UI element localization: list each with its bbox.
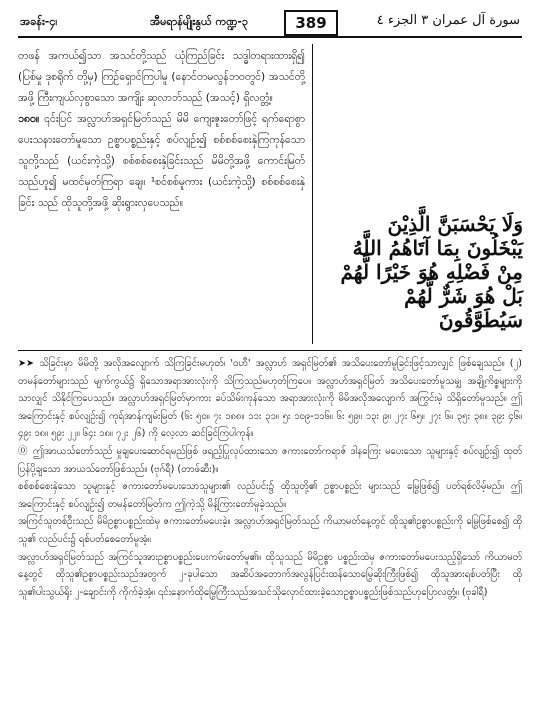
translation-paragraph-2 — [18, 109, 305, 214]
arabic-line-3: مِنْ فَضْلِهِ هُوَ خَيْرًا لَّهُمْ — [340, 260, 523, 284]
translation-paragraph-2-text: ၎င်းပြင် အလ္လာဟ်အရှင်မြတ်သည် မိမိ ကျေးဇူးတော်ဖြင့် ရက်ရောစွာ ပေးသနားတော်မူသော ဥစ္စာပစ္စည်းနှင့် စပ်လျဉ်း၍ စစ်စစ်စေးနှဲကြကုန်သော သူတို့သည် (ယင်းကဲ့သို့) စစ်စစ်စေးနှဲခြင်းသည် မိမိတို့အဖို့ ကောင်းမြတ်သည်ဟူ၍ မထင်မှတ်ကြရာ ချေ။ ¹စင်စစ်မူကား (ယင်းကဲ့သို့) စစ်စစ်စေးနှဲခြင်း သည် ထိုသူတို့အဖို့ ဆိုးရွားလှပေသည်။ — [18, 113, 306, 209]
arabic-line-4: بَلْ هُوَ شَرٌّ لَّهُمْ سَيُطَوَّقُونَ — [404, 284, 523, 332]
surah-label: سورة آل عمران ٣ الجزء ٤ — [376, 13, 520, 28]
arabic-line-1: وَلَا يَحْسَبَنَّ الَّذِيْنَ — [387, 212, 523, 236]
arabic-line-2: يَبْخَلُونَ بِمَا آتَاهُمُ اللَّهُ — [352, 236, 523, 260]
footnote-1-text: သိခြင်းမှာ မိမိတို့ အလိုအလျောက် သိကြခြင်းမဟုတ်၊ 'ဝဟီ' အလ္လာဟ် အရှင်မြတ်၏ အသိပေးတော်မူခြင်းဖြင့်သာလျှင် ဖြစ်ချေသည်။ (၂) တမန်တော်များသည် မျက်ကွယ်၌ ရှိသောအရာအားလုံးကို သိကြသည်မဟုတ်ကြပေ။ အလ္လာဟ်အရှင်မြတ် အသိပေးတော်မူသမျှ အချို့ကိစ္စများကိုသာလျှင် သိနိုင်ကြပေသည်။ အလ္လာဟ်အရှင်မြတ်မှာကား ခပ်သိမ်းကုန်သော အရာအားလုံးကို မိမိအလိုအလျောက် အကြွင်းမဲ့ သိရှိတော်မူသည်။ ဤအကြောင်းနှင့် စပ်လျဉ်း၍ ကုရ်အာန်ကျမ်းမြတ် (၆း ၅၀။ ၇း ၁၈၈။ ၁၁း ၃၁။ ၅း ၁၀၉-၁၁၆။ ၆း ၅၉။ ၁၃း ၉။ ၂၇း ၆၅။ ၂၇း ၆။ ၃၅း ၃၈။ ၃၉း ၄၆။ ၄၉း ၁၈။ ၅၉း ၂၂။ ၆၄း ၁၈။ ၇၂း ၂၆) ကို လေ့လာ ဆင်ခြင်ကြပါကုန်။ — [18, 358, 522, 440]
footnote-1 — [18, 355, 522, 443]
arabic-verse — [318, 212, 523, 332]
footnote-4: အကြင်သူတစ်ဦးသည် မိမိဥစ္စာပစ္စည်းထဲမှ ဇကားတော်မပေးခဲ့။ အလ္လာဟ်အရှင်မြတ်သည် ကိယာမတ်နေ့တွင် ထိုသူ၏ဥစ္စာပစ္စည်းကို မြွေဖြစ်စေ၍ ထိုသူ၏ လည်ပင်း၌ ရစ်ပတ်စေတော်မူအံ့။ — [18, 516, 522, 545]
chapter-label: အခန်း-၄၊ — [20, 15, 58, 28]
section-title: အီမရာန်မျိုးနွယ် ကဏ္ဍ-၃ — [150, 15, 249, 28]
footnote-3: စစ်စစ်စေးနှဲသော သူများနှင့် ဇကားတော်မပေးသောသူများ၏ လည်ပင်း၌ ထိုသူတို့၏ ဥစ္စာပစ္စည်း များသည် မြွေဖြစ်၍ ပတ်ရစ်လိမ့်မည်။ ဤအကြောင်းနှင့် စပ်လျဉ်း၍ တမန်တော်မြတ်က ဤကဲ့သို့ မိန့်ကြားတော်မူခဲ့သည်။ — [18, 481, 522, 510]
column-divider — [312, 44, 313, 344]
page-header — [18, 8, 522, 38]
footnote-2 — [18, 443, 522, 478]
footnotes — [18, 355, 522, 601]
page-number: 389 — [284, 10, 338, 36]
translation-column — [18, 46, 305, 214]
circle-number-icon: ⓪ — [18, 445, 29, 457]
translation-paragraph-1: တဖန် အကယ်၍သာ အသင်တို့သည် ယုံကြည်ခြင်း သဒ္ဓါတရားထားရှိ၍ (ပြစ်မှု ဒုစရိုက် တို့မှ) ကြဉ်ရှောင်ကြပါမူ (နောင်တမလွန်ဘဝတွင်) အသင်တို့အဖို့ ကြီးကျယ်လှစွာသော အကျိုး ဆုလာဘ်သည် (အသင့်) ရှိလတ္တံ့။ — [18, 50, 305, 104]
footnote-5: အလ္လာဟ်အရှင်မြတ်သည် အကြင်သူအားဥစ္စာပစ္စည်းပေးကမ်းတော်မူ၏။ ထိုသူသည် မိမိဥစ္စာ ပစ္စည်းထဲမှ ဇကားတော်မပေးသည့်ရှိသော် ကိယာမတ်နေ့တွင် ထိုသူ၏ဥစ္စာပစ္စည်းသည်အတွက် ၂-ခုပါသော အဆိပ်အတောက်အလွန်ပြင်းထန်သောမြွေဆိုးကြီးဖြစ်၍ ထိုသူအားရစ်ပတ်ပြီး ထိုသူ၏ပါးသွယ်ရိုး ၂-ချောင်းကို ကိုက်ခဲ့အံ့။ ၎င်းနောက်ထိုမြွေကြီးသည်အသင်သိုလှောင်ထားခဲ့သောဥစ္စာပစ္စည်းဖြစ်သည်ဟုပြောလတ္တံ့။ (ဗုခါရီ) — [18, 551, 522, 598]
arrow-icon: ➤➤ — [18, 358, 35, 369]
notes-divider — [18, 350, 522, 351]
footnote-2-text: ဤအာယသ်တော်သည် မှုချပေးဆောင်ရမည်ဖြစ် ဖရည့်ပြုလုပ်ထားသော ဇကားတော်ကရာဇ် ဒါနကြေး မပေးသော သူများနှင့် စပ်လျဉ်း၍ ထုတ်ပြန်ပို့ချသော အာယသ်တော်ဖြစ်သည်။ (ဗုဂ်ရီ) (တာဖ်ဆီး)။ — [18, 445, 522, 475]
verse-number: ၁၈၀။ — [18, 113, 40, 125]
